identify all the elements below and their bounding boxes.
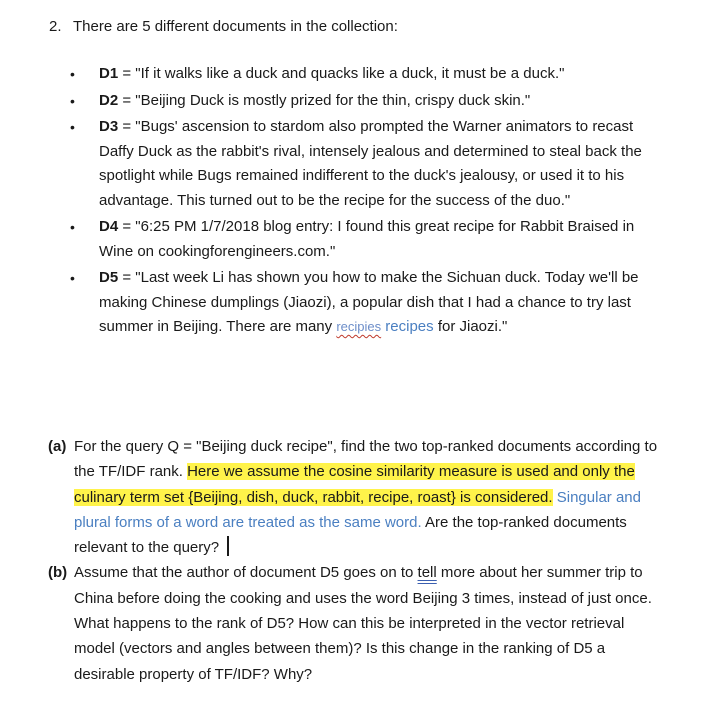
list-item — [60, 266, 660, 340]
doc-equals: = — [118, 91, 136, 109]
doc-text: "Beijing Duck is mostly prized for the thin, crispy duck skin." — [135, 91, 531, 109]
doc-text: "Bugs' ascension to stardom also prompted the Warner animators to recast Daffy Duck as the rabbit's rival, intensely jealous and determined to steal back the spotlight while Bugs remained indifferent to the duck's jealousy, or used it to his advantage. This turned out to be the recipe for the success of the duo." — [99, 118, 642, 209]
part-b-label: (b) — [48, 564, 68, 582]
doc-text: "6:25 PM 1/7/2018 blog entry: I found this great recipe for Rabbit Braised in Wine on cookingforengineers.com." — [99, 218, 635, 260]
doc-text: "Last week Li has shown you how to make the Sichuan duck. Today we'll be making Chinese dumplings (Jiaozi), a popular dish that I had a chance to try last summer in Beijing. There are many — [99, 269, 639, 335]
doc-equals: = — [118, 65, 136, 82]
document-list — [60, 62, 660, 342]
doc-id: D3 — [99, 118, 119, 135]
list-item — [60, 215, 660, 264]
doc-id: D5 — [99, 269, 119, 286]
bullet-icon: • — [70, 270, 75, 286]
list-item — [60, 89, 660, 114]
doc-id: D2 — [99, 91, 119, 109]
part-b-text-end: more about her summer trip to China before doing the cooking and uses the word Beijing 3 times, instead of just once. What happens to the rank of D5? How can this be interpreted in the vector retrieval model (vectors and angles between them)? Is this change in the ranking of D5 a desirable property of TF/IDF? Why? — [74, 564, 652, 683]
doc-equals: = — [118, 269, 136, 286]
doc-text: "If it walks like a duck and quacks like a duck, it must be a duck." — [135, 65, 565, 82]
highlighted-text: Here we assume the cosine similarity measure is used and only the culinary term set {Beijing, dish, duck, rabbit, recipe, roast} is considered. — [74, 463, 635, 506]
text-cursor[interactable] — [227, 536, 229, 556]
list-item — [60, 62, 660, 87]
doc-text-end: for Jiaozi." — [433, 318, 508, 335]
doc-equals: = — [118, 118, 136, 135]
doc-equals: = — [118, 218, 136, 235]
part-b — [48, 560, 668, 686]
corrected-word: recipes — [385, 318, 434, 335]
part-a — [48, 434, 668, 560]
doc-id: D1 — [99, 65, 119, 82]
part-a-label: (a) — [48, 438, 67, 455]
part-a-question: Are the top-ranked documents relevant to the query? — [74, 513, 627, 557]
list-item — [60, 115, 660, 213]
bullet-icon: • — [70, 219, 75, 235]
question-number: 2. — [49, 18, 62, 35]
question-intro: There are 5 different documents in the collection: — [73, 18, 398, 35]
question-header — [49, 15, 398, 39]
bullet-icon: • — [70, 66, 75, 82]
underlined-word[interactable]: tell — [417, 564, 437, 582]
blue-note: Singular and plural forms of a word are treated as the same word. — [74, 488, 641, 531]
part-b-text: Assume that the author of document D5 goes on to — [74, 564, 418, 582]
doc-id: D4 — [99, 218, 119, 235]
bullet-icon: • — [70, 119, 75, 135]
misspelled-word[interactable]: recipies — [336, 319, 382, 334]
bullet-icon: • — [70, 92, 75, 109]
part-a-text: For the query Q = "Beijing duck recipe", find the two top-ranked documents according to the TF/IDF rank. — [74, 438, 658, 481]
question-parts — [48, 434, 668, 687]
